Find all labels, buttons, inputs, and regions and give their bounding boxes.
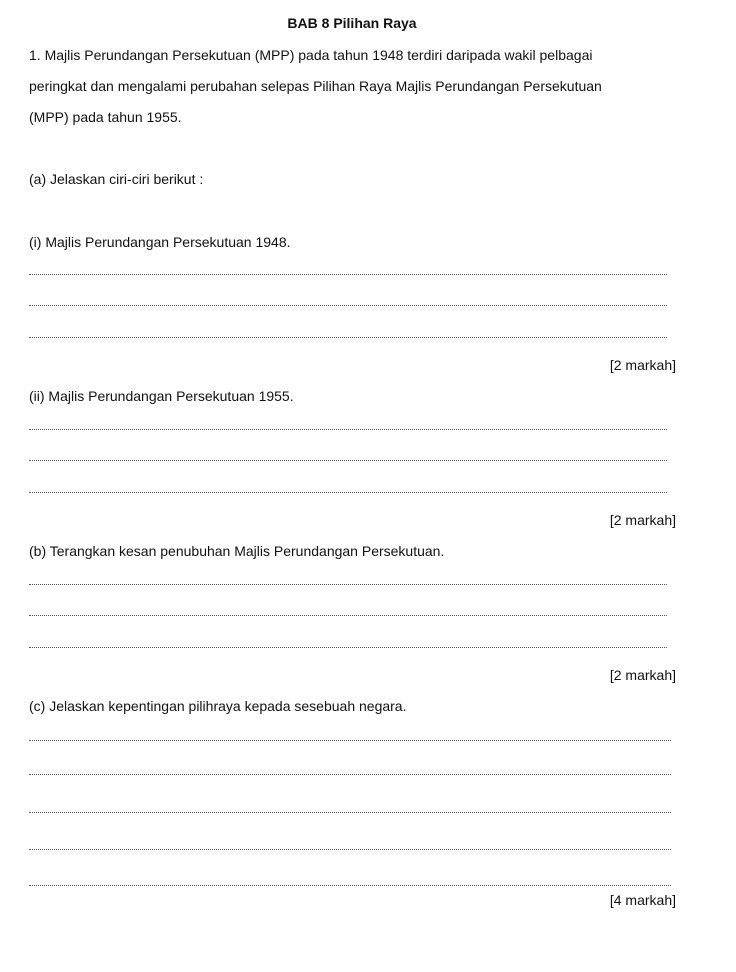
marks-a-i: [2 markah]	[609, 357, 676, 373]
answer-line[interactable]	[29, 492, 667, 493]
answer-line[interactable]	[29, 429, 667, 430]
answer-line[interactable]	[29, 615, 667, 616]
answer-line[interactable]	[29, 740, 671, 741]
answer-line[interactable]	[29, 460, 667, 461]
question-a-ii: (ii) Majlis Perundangan Persekutuan 1955.	[29, 388, 294, 404]
answer-line[interactable]	[29, 849, 671, 850]
marks-b: [2 markah]	[609, 667, 676, 683]
marks-a-ii: [2 markah]	[609, 512, 676, 528]
part-a-prompt: (a) Jelaskan ciri-ciri berikut :	[29, 171, 204, 187]
marks-c: [4 markah]	[609, 892, 676, 908]
answer-line[interactable]	[29, 885, 671, 886]
answer-line[interactable]	[29, 337, 667, 338]
answer-line[interactable]	[29, 647, 667, 648]
intro-line-3: (MPP) pada tahun 1955.	[29, 109, 182, 125]
answer-line[interactable]	[29, 305, 667, 306]
question-c: (c) Jelaskan kepentingan pilihraya kepada sesebuah negara.	[29, 698, 407, 714]
answer-line[interactable]	[29, 274, 667, 275]
page-title: BAB 8 Pilihan Raya	[287, 15, 417, 31]
question-a-i: (i) Majlis Perundangan Persekutuan 1948.	[29, 234, 291, 250]
answer-line[interactable]	[29, 774, 671, 775]
answer-line[interactable]	[29, 584, 667, 585]
intro-line-1: 1. Majlis Perundangan Persekutuan (MPP) pada tahun 1948 terdiri daripada wakil pelbagai	[29, 47, 593, 63]
answer-line[interactable]	[29, 812, 671, 813]
intro-line-2: peringkat dan mengalami perubahan selepas Pilihan Raya Majlis Perundangan Persekutuan	[29, 78, 602, 94]
question-b: (b) Terangkan kesan penubuhan Majlis Perundangan Persekutuan.	[29, 543, 445, 559]
